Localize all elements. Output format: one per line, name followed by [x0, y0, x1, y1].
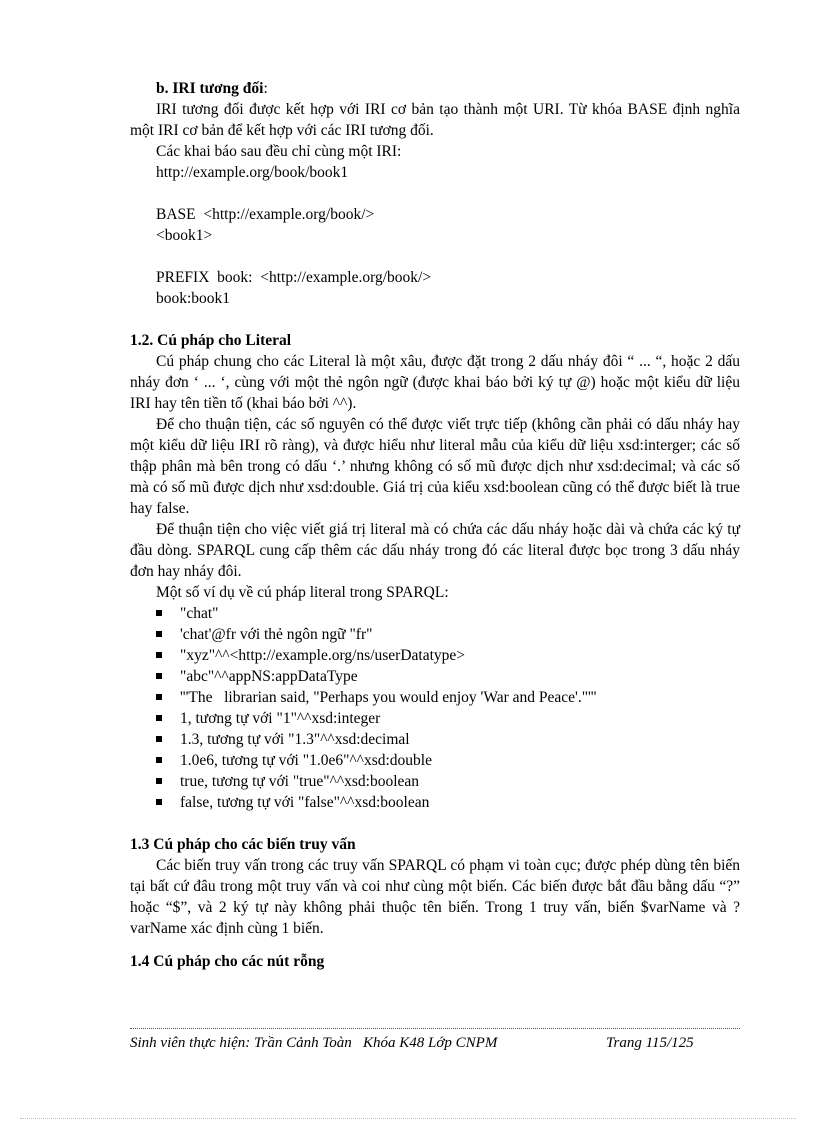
list-item: false, tương tự với "false"^^xsd:boolean — [130, 792, 740, 813]
bullet-icon — [156, 799, 162, 805]
list-item: true, tương tự với "true"^^xsd:boolean — [130, 771, 740, 792]
page-bottom-divider — [20, 1118, 796, 1119]
section-1-2-paragraph-1: Cú pháp chung cho các Literal là một xâu, được đặt trong 2 dấu nháy đôi “ ... “, hoặc 2 dấu nháy đơn ‘ ... ‘, cùng với một thẻ ngôn ngữ (được khai báo bởi ký tự @) hoặc một kiểu dữ liệu IRI hay tên tiền tố (khai báo bởi ^^). — [130, 353, 740, 412]
bullet-icon — [156, 715, 162, 721]
section-1-4-heading: 1.4 Cú pháp cho các nút rỗng — [130, 953, 325, 970]
list-item: "xyz"^^<http://example.org/ns/userDatatype> — [130, 645, 740, 666]
section-1-2-paragraph-4: Một số ví dụ về cú pháp literal trong SPARQL: — [156, 584, 449, 601]
section-1-3-paragraph-1: Các biến truy vấn trong các truy vấn SPARQL có phạm vi toàn cục; được phép dùng tên biến tại bất cứ đâu trong một truy vấn và coi như cùng một biến. Các biến được bắt đầu bằng dấu “?” hoặc “$”, và 2 ký tự này không phải thuộc tên biến. Trong 1 truy vấn, biến $varName và ?varName xác định cùng 1 biến. — [130, 857, 740, 937]
footer-page-number: Trang 115/125 — [606, 1035, 694, 1051]
section-1-2-paragraph-2: Để cho thuận tiện, các số nguyên có thể được viết trực tiếp (không cần phải có dấu nháy hay một kiểu dữ liệu IRI rõ ràng), và được hiểu như literal mẫu của kiểu dữ liệu xsd:interger; các số thập phân mà bên trong có dấu ‘.’ nhưng không có số mũ được dịch như xsd:decimal; và các số mà có số mũ được dịch như xsd:double. Giá trị của kiểu xsd:boolean cũng có thể được biết là true hay false. — [130, 416, 740, 517]
list-item: 1.0e6, tương tự với "1.0e6"^^xsd:double — [130, 750, 740, 771]
list-item: "abc"^^appNS:appDataType — [130, 666, 740, 687]
section-1-3-heading: 1.3 Cú pháp cho các biến truy vấn — [130, 836, 356, 853]
list-item: 1, tương tự với "1"^^xsd:integer — [130, 708, 740, 729]
code-line-5: book:book1 — [156, 290, 231, 307]
bullet-icon — [156, 652, 162, 658]
list-item: "chat" — [130, 603, 740, 624]
footer-divider — [130, 1028, 740, 1029]
bullet-icon — [156, 673, 162, 679]
section-b-paragraph-1: IRI tương đối được kết hợp với IRI cơ bản tạo thành một URI. Từ khóa BASE định nghĩa một IRI cơ bản để kết hợp với các IRI tương đối. — [130, 101, 740, 139]
bullet-icon — [156, 778, 162, 784]
code-line-3: <book1> — [156, 227, 213, 244]
bullet-icon — [156, 736, 162, 742]
page-footer — [130, 1033, 740, 1054]
document-page — [130, 78, 740, 972]
list-item: 'chat'@fr với thẻ ngôn ngữ "fr" — [130, 624, 740, 645]
code-line-4: PREFIX book: <http://example.org/book/> — [156, 269, 432, 286]
footer-author: Sinh viên thực hiện: Trần Cảnh Toàn Khóa K48 Lớp CNPM — [130, 1035, 498, 1051]
bullet-icon — [156, 694, 162, 700]
bullet-icon — [156, 631, 162, 637]
bullet-icon — [156, 757, 162, 763]
list-item: 1.3, tương tự với "1.3"^^xsd:decimal — [130, 729, 740, 750]
section-b-heading: b. IRI tương đối — [156, 80, 264, 97]
code-line-2: BASE <http://example.org/book/> — [156, 206, 375, 223]
section-b-heading-colon: : — [263, 80, 268, 97]
code-line-1: http://example.org/book/book1 — [156, 164, 349, 181]
bullet-icon — [156, 610, 162, 616]
section-1-2-heading: 1.2. Cú pháp cho Literal — [130, 332, 292, 349]
section-b-heading-line — [130, 78, 740, 99]
section-1-2-paragraph-3: Để thuận tiện cho việc viết giá trị literal mà có chứa các dấu nháy hoặc dài và chứa các ký tự đầu dòng. SPARQL cung cấp thêm các dấu nháy trong đó các literal được bọc trong 3 dấu nháy đơn hay nháy đôi. — [130, 521, 740, 580]
literal-examples-list — [130, 603, 740, 813]
list-item: '''The librarian said, "Perhaps you would enjoy 'War and Peace'."''' — [130, 687, 740, 708]
section-b-paragraph-2: Các khai báo sau đều chỉ cùng một IRI: — [156, 143, 402, 160]
